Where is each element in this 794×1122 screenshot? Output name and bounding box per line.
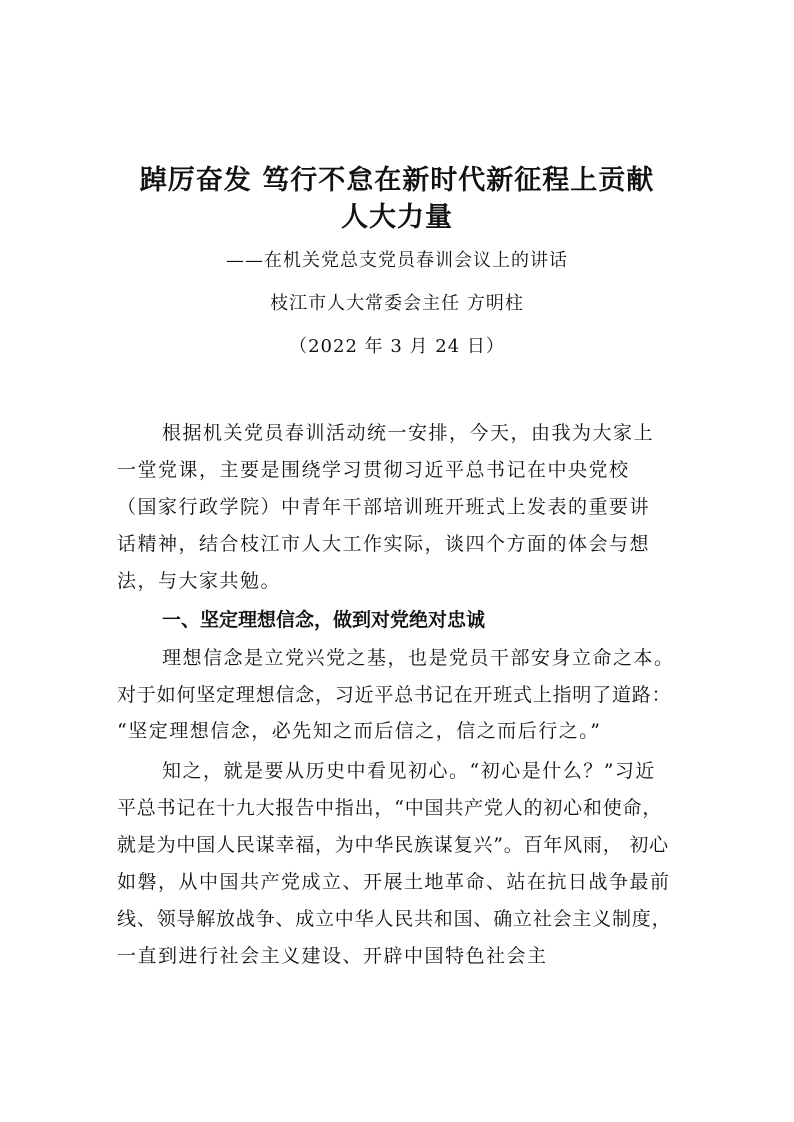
author-line: 枝江市人大常委会主任 方明柱 — [270, 293, 524, 314]
paragraph-line: 就是为中国人民谋幸福，为中华民族谋复兴”。百年风雨， 初心 — [117, 834, 669, 856]
paragraph-line: 知之，就是要从历史中看见初心。“初心是什么？”习近 — [162, 760, 656, 782]
intro-line: 根据机关党员春训活动统一安排，今天，由我为大家上 — [162, 422, 655, 444]
paragraph-line: 如磐，从中国共产党成立、开展土地革命、站在抗日战争最前 — [117, 871, 671, 893]
intro-line: 一堂党课，主要是围绕学习贯彻习近平总书记在中央党校 — [117, 459, 630, 481]
paragraph-line: 线、领导解放战争、成立中华人民共和国、确立社会主义制度， — [117, 908, 672, 930]
paragraph-line: 平总书记在十九大报告中指出，“中国共产党人的初心和使命， — [117, 797, 663, 819]
document-title-line-2: 人大力量 — [341, 202, 453, 233]
document-subtitle: ——在机关党总支党员春训会议上的讲话 — [226, 250, 568, 271]
paragraph-line: 一直到进行社会主义建设、开辟中国特色社会主 — [117, 945, 548, 967]
document-title-line-1: 踔厉奋发 笃行不怠在新时代新征程上贡献 — [139, 165, 655, 196]
paragraph-line: “坚定理想信念，必先知之而后信之，信之而后行之。” — [117, 720, 602, 742]
intro-line: 话精神，结合枝江市人大工作实际，谈四个方面的体会与想 — [117, 533, 651, 555]
date-line: （2022 年 3 月 24 日） — [289, 336, 505, 357]
paragraph-line: 理想信念是立党兴党之基，也是党员干部安身立命之本。 — [162, 647, 675, 669]
intro-line: 法，与大家共勉。 — [117, 570, 282, 592]
section-heading: 一、坚定理想信念，做到对党绝对忠诚 — [162, 609, 486, 631]
intro-line: （国家行政学院）中青年干部培训班开班式上发表的重要讲 — [117, 496, 651, 518]
paragraph-line: 对于如何坚定理想信念，习近平总书记在开班式上指明了道路： — [117, 684, 672, 706]
